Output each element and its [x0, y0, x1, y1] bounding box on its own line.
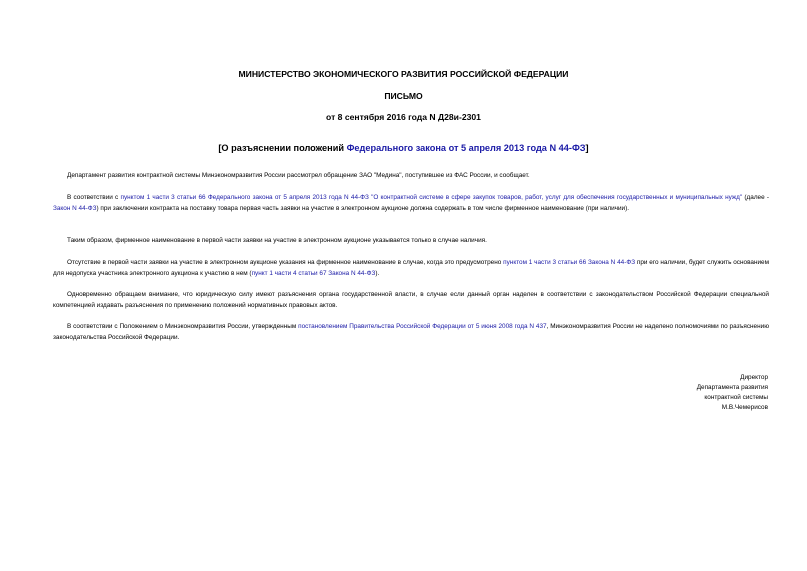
- paragraph-intro: Департамент развития контрактной системы Минэкономразвития России рассмотрел обращение ЗАО "Медина", поступившее из ФАС России, и сообщает.: [67, 172, 530, 179]
- signature-department: Департамента развития: [696, 384, 768, 391]
- p4-article-67-link[interactable]: пункт 1 части 4 статьи 67 Закона N 44-ФЗ: [251, 269, 376, 277]
- paragraph-absence: [53, 258, 769, 279]
- document-date-number: от 8 сентября 2016 года N Д28и-2301: [326, 112, 481, 122]
- document-subject: [0, 143, 807, 153]
- paragraph-legal-force: Одновременно обращаем внимание, что юридическую силу имеют разъяснения органа государственной власти, в случае если данный орган наделен в соответствии с законодательством Российской Федерации специальной компетенцией издавать разъяснения по применению положений нормативных правовых актов.: [53, 291, 769, 309]
- p4-text-c: ).: [375, 269, 380, 277]
- p2-text-b: (далее -: [742, 194, 770, 201]
- signature-position: Директор: [740, 374, 768, 381]
- p2-law-short-link[interactable]: Закон N 44-ФЗ: [53, 204, 97, 212]
- p4-article-66-link[interactable]: пунктом 1 части 3 статьи 66 Закона N 44-ФЗ: [503, 259, 636, 266]
- signature-department-cont: контрактной системы: [704, 394, 768, 401]
- ministry-heading: МИНИСТЕРСТВО ЭКОНОМИЧЕСКОГО РАЗВИТИЯ РОССИЙСКОЙ ФЕДЕРАЦИИ: [238, 69, 569, 79]
- paragraph-law-reference: [53, 193, 769, 214]
- signature-name: М.В.Чемерисов: [721, 404, 768, 411]
- p6-text-a: В соответствии с Положением о Минэкономразвития России, утвержденным: [67, 323, 299, 330]
- p4-text-a: Отсутствие в первой части заявки на участие в электронном аукционе указания на фирменное наименование в случае, когда это предусмотрено: [67, 259, 504, 266]
- paragraph-authority: [53, 322, 769, 343]
- signature-block: [697, 373, 768, 413]
- p6-resolution-link[interactable]: постановлением Правительства Российской Федерации от 5 июня 2008 года N 437: [298, 323, 547, 330]
- subject-prefix: [О разъяснении положений: [218, 143, 347, 153]
- document-type-heading: ПИСЬМО: [384, 91, 423, 101]
- subject-suffix: ]: [585, 143, 589, 153]
- p2-text-c: ) при заключении контракта на поставку товара первая часть заявки на участие в электронном аукционе должна содержать в том числе фирменное наименование (при наличии).: [96, 204, 630, 212]
- p4-text-b: при его наличии, будет служить основанием для недопуска участника электронного аукциона к участию в нем (: [53, 259, 769, 277]
- p2-text-a: В соответствии с: [67, 194, 121, 201]
- paragraph-conclusion: Таким образом, фирменное наименование в первой части заявки на участие в электронном аукционе указывается только в случае наличия.: [67, 237, 487, 244]
- p6-text-b: , Минэкономразвития России не наделено полномочиями по разъяснению законодательства Российской Федерации.: [53, 323, 769, 341]
- p2-law-article-link[interactable]: пунктом 1 части 3 статьи 66 Федерального закона от 5 апреля 2013 года N 44-ФЗ "О контрактной системе в сфере закупок товаров, работ, услуг для обеспечения государственных и муниципальных нужд": [120, 194, 743, 201]
- subject-law-link[interactable]: Федерального закона от 5 апреля 2013 года N 44-ФЗ: [346, 143, 586, 153]
